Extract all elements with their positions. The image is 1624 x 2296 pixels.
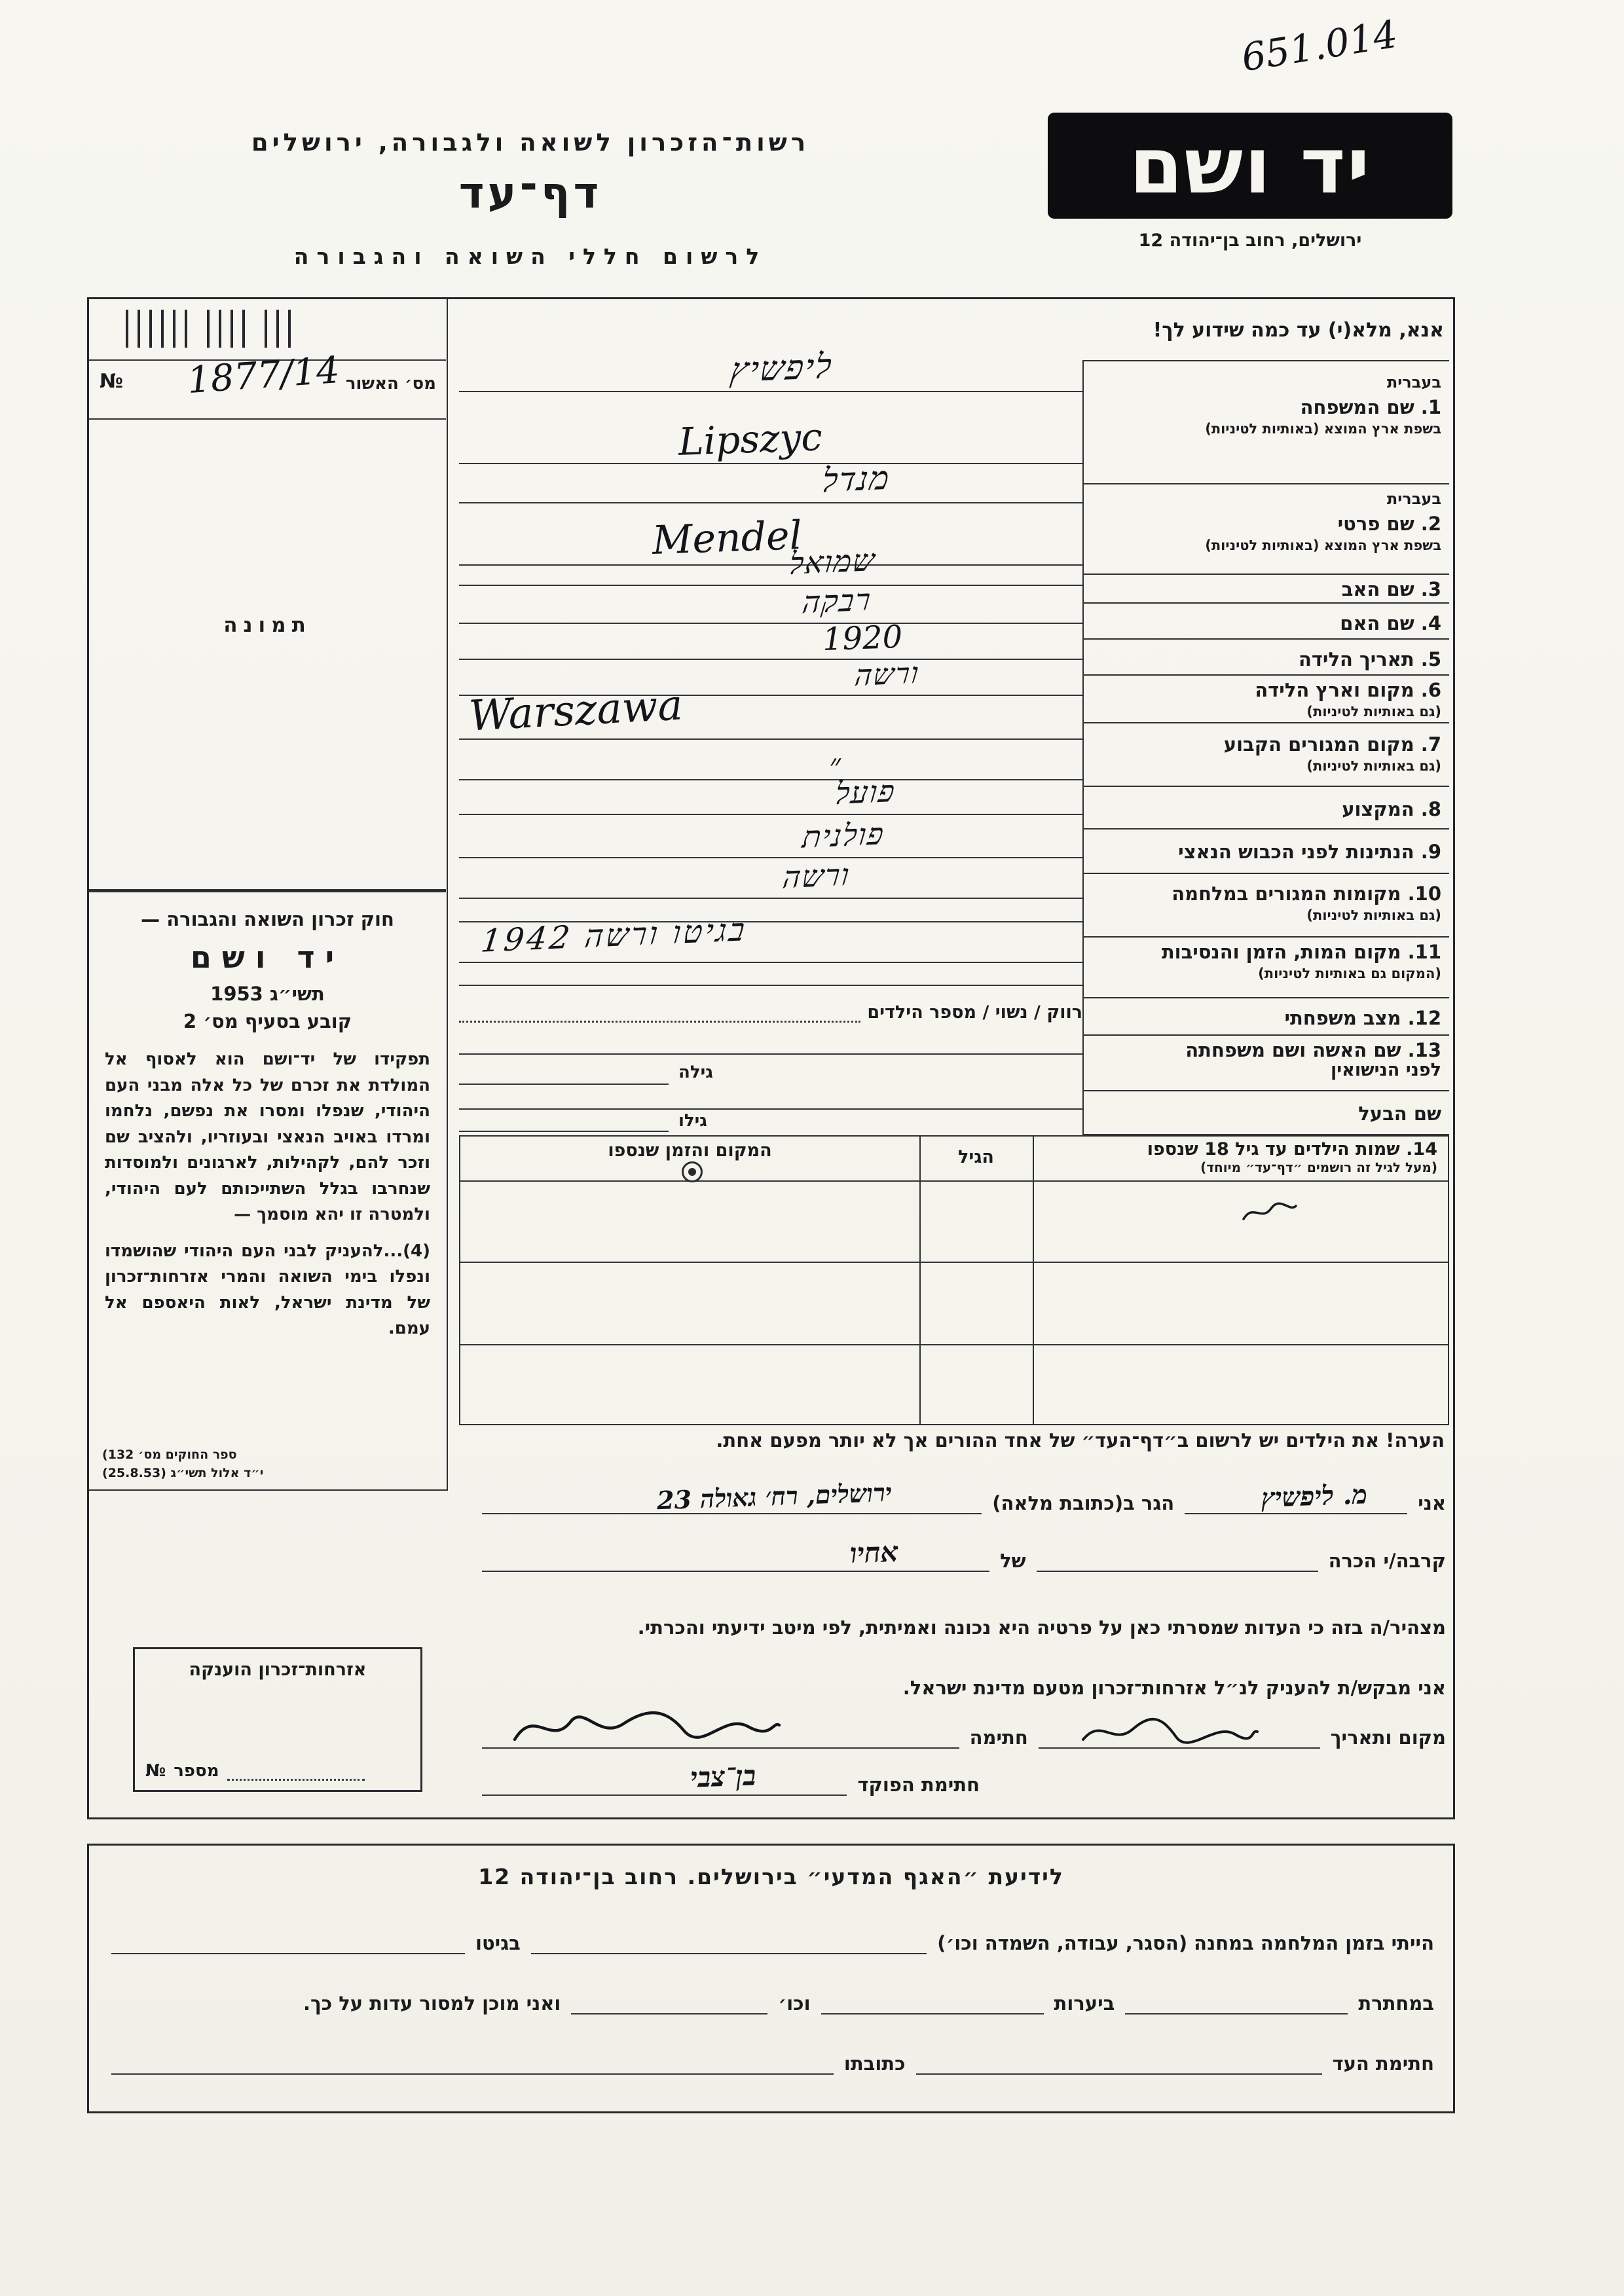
answer-line-citizenship <box>459 857 1082 858</box>
declaration-statement-2: אני מבקש/ת להעניק לנ״ל אזרחות־זכרון מטעם מדינת ישראל. <box>902 1677 1446 1699</box>
address-label: הגר ב(כתובת מלאה) <box>992 1492 1175 1514</box>
field-label: 11. מקום המות, הזמן והנסיבות <box>1161 941 1441 963</box>
field-label-first-name <box>1082 484 1449 575</box>
handwriting-mother: רבקה <box>800 581 874 621</box>
witness-address-label: כתובתו <box>843 2052 906 2075</box>
signature-label: חתימה <box>969 1726 1028 1749</box>
of-label: של <box>1000 1550 1026 1572</box>
law-name: יד ושם <box>190 939 345 975</box>
field-sublabel: (המקום גם באותיות לטיניות) <box>1258 966 1441 982</box>
handwriting-relation: אחיו <box>849 1535 899 1570</box>
law-year: תשי״ג 1953 <box>210 983 325 1005</box>
witness-signature <box>508 1702 783 1753</box>
field-label: 9. הנתינות לפני הכבוש הנאצי <box>1178 841 1441 863</box>
field-sublabel: (גם באותיות לטיניות) <box>1306 704 1441 720</box>
handwriting-declarant-name: מ. ליפשיץ <box>1261 1479 1368 1514</box>
citizenship-number-row <box>145 1761 365 1781</box>
handwriting-birthplace-lat: Warszawa <box>468 681 684 741</box>
answer-line-war-residence-1 <box>459 898 1082 899</box>
answer-line-profession <box>459 814 1082 815</box>
field-label: 13. שם האשה ושם משפחתה <box>1185 1039 1441 1061</box>
answer-line-first-he <box>459 502 1082 503</box>
handwriting-father: שמואל <box>787 542 878 581</box>
clerk-signature-line <box>482 1759 847 1796</box>
handwriting-family-lat: Lipszyc <box>677 414 823 464</box>
underground-label: במחתרת <box>1358 1992 1434 2014</box>
handwriting-profession: פועל <box>833 773 898 811</box>
field-label-citizenship <box>1082 829 1449 874</box>
field-label: 1. שם המשפחה <box>1300 396 1441 418</box>
wife-age-label: גילה <box>678 1063 713 1082</box>
stamp-mark <box>682 1161 703 1182</box>
relation-label: קרבה/י הכרה <box>1328 1550 1446 1572</box>
logo-address: ירושלים, רחוב בן־יהודה 12 <box>1138 230 1362 251</box>
husband-age-label: גילו <box>678 1111 707 1131</box>
declaration-row-identity <box>482 1477 1446 1516</box>
witness-address-line <box>111 2047 834 2075</box>
field-sublabel: (גם באותיות לטיניות) <box>1306 907 1441 924</box>
field-sublabel: בשפת ארץ המוצא (באותיות לטיניות) <box>1205 421 1441 437</box>
approval-number-handwritten: 1877/14 <box>186 348 341 403</box>
declaration-statement-1: מצהיר/ה בזה כי העדות שמסרתי כאן על פרטיה היא נכונה ואמיתית, לפי מיטב ידיעתי והכרתי. <box>637 1616 1446 1639</box>
field-label: 12. מצב משפחתי <box>1284 1007 1441 1029</box>
law-text-box <box>89 889 446 1491</box>
children-note: הערה! את הילדים יש לרשום ב״דף־העד״ של אחד ההורים אך לא יותר מפעם אחת. <box>716 1429 1445 1451</box>
bottom-row-3 <box>111 2043 1434 2075</box>
citizenship-box-title: אזרחות־זכרון הוענקה <box>189 1660 367 1680</box>
clerk-signature-row <box>482 1759 980 1796</box>
answer-line-father <box>459 585 1082 586</box>
field-label: 7. מקום המגורים הקבוע <box>1223 733 1441 756</box>
field-label-family-name <box>1082 360 1449 484</box>
witness-signature-line <box>916 2047 1322 2075</box>
field-label: 3. שם האב <box>1341 578 1441 600</box>
table-hline <box>460 1262 1448 1263</box>
declaration-row-relation <box>482 1535 1446 1572</box>
yad-vashem-logo <box>1048 113 1452 219</box>
answer-line-death-1 <box>459 962 1082 963</box>
clerk-signature-label: חתימת הפוקד <box>857 1774 980 1796</box>
place-date-signature <box>1078 1712 1261 1750</box>
law-title: חוק זכרון השואה והגבורה — <box>141 908 394 930</box>
bottom-row-2 <box>111 1983 1434 2014</box>
authority-header: רשות־הזכרון לשואה ולגבורה, ירושלים <box>251 128 810 156</box>
field-label-wartime-residence <box>1082 874 1449 938</box>
children-label: 14. שמות הילדים עד גיל 18 שנספו <box>1147 1139 1437 1159</box>
field-label-husband-name <box>1082 1091 1449 1135</box>
field-label: 4. שם האם <box>1340 612 1441 634</box>
field-label-mother-name <box>1082 604 1449 640</box>
answer-line-mother <box>459 623 1082 624</box>
scientific-department-box <box>87 1844 1455 2113</box>
photo-placeholder-label: תמונה <box>223 613 312 637</box>
field-label: 8. המקצוע <box>1342 798 1441 820</box>
field-label-death-place <box>1082 938 1449 998</box>
answer-line-husband-age <box>459 1131 669 1132</box>
table-hline <box>460 1344 1448 1345</box>
field-label: 10. מקומות המגורים במלחמה <box>1172 883 1441 905</box>
etc-label: וכו׳ <box>778 1992 811 2014</box>
tally-group <box>207 310 245 348</box>
handwriting-clerk-name: בן־צבי <box>689 1759 756 1794</box>
left-column <box>89 299 448 1491</box>
children-sublabel: (מעל לגיל זה רושמים ״דף־עד״ מיוחד) <box>1200 1159 1437 1175</box>
ghetto-label: בגיטו <box>475 1932 521 1954</box>
field-label-birth-place <box>1082 676 1449 723</box>
answer-line-first-lat <box>459 564 1082 566</box>
table-vline <box>1033 1137 1034 1424</box>
divider <box>89 418 446 420</box>
field-label-father-name <box>1082 575 1449 604</box>
field-label: שם הבעל <box>1358 1102 1441 1125</box>
declarant-name-line <box>1185 1479 1407 1514</box>
tally-group <box>126 310 187 348</box>
marital-status-row <box>459 1002 1082 1023</box>
children-place-header: המקום והזמן שנספו <box>608 1140 772 1161</box>
answer-line-residence-1 <box>459 738 1082 740</box>
field-label-marital-status <box>1082 998 1449 1036</box>
approval-label: מס׳ האשור <box>345 374 436 393</box>
field-label: 2. שם פרטי <box>1337 513 1441 535</box>
place-date-line <box>1039 1715 1320 1749</box>
handwritten-ref-number: 651.014 <box>1238 11 1401 81</box>
logo-text: יד ושם <box>1129 120 1371 211</box>
marital-dotted-line <box>459 1021 860 1023</box>
forests-label: ביערות <box>1054 1992 1115 2014</box>
declarant-address-line <box>482 1477 982 1516</box>
main-form-box <box>87 297 1455 1819</box>
field-pre-hebrew: בעברית <box>1386 373 1441 392</box>
law-body-1: תפקידו של יד־ושם הוא לאסוף אל המולדת את זכרם של כל אלה מבני העם היהודי, שנפלו ומסרו את נפשם, נלחמו ומרדו באויב הנאצי ובעוזריו, ולהציב שם וזכר להם, לקהילות, לארגונים ולמוסדות שנחרבו בגלל השתייכותם לעם היהודי, ולמטרה זו יהא מוסמך — <box>105 1049 430 1225</box>
handwriting-first-he: מנדל <box>820 458 893 500</box>
handwriting-war-residence: ורשה <box>781 856 853 896</box>
etc-line <box>571 1987 767 2014</box>
handwriting-mark <box>1240 1199 1299 1226</box>
relation-line <box>1037 1544 1318 1572</box>
field-label-2: לפני הנישואין <box>1330 1060 1441 1081</box>
children-age-header: הגיל <box>958 1147 994 1167</box>
page-title: דף־עד <box>458 168 602 218</box>
field-label-wife-name <box>1082 1036 1449 1091</box>
ghetto-line <box>111 1927 465 1954</box>
table-vline <box>919 1137 921 1424</box>
fill-instruction: אנא, מלא(י) עד כמה שידוע לך! <box>1153 319 1444 342</box>
answer-line-family-lat <box>459 463 1082 464</box>
camp-label: הייתי בזמן המלחמה במחנה (הסגר, עבודה, השמדה וכו׳) <box>937 1932 1434 1954</box>
handwriting-declarant-address: ירושלים, רח׳ גאולה 23 <box>656 1477 893 1516</box>
marital-options: רווק / נשוי / מספר הילדים <box>867 1002 1082 1023</box>
children-names-header <box>1033 1139 1444 1175</box>
handwriting-first-lat: Mendel <box>651 513 803 564</box>
answer-line-birth-date <box>459 659 1082 660</box>
signature-line <box>482 1715 959 1749</box>
field-label: 5. תאריך הלידה <box>1298 648 1441 670</box>
field-label-birth-date <box>1082 640 1449 676</box>
i-label: אני <box>1418 1492 1446 1514</box>
answer-line-husband-name <box>459 1108 1082 1110</box>
underground-line <box>1125 1987 1348 2014</box>
willing-to-testify-label: ואני מוכן למסור עדות על כך. <box>303 1992 561 2014</box>
witness-signature-label: חתימת העד <box>1332 2052 1434 2075</box>
signature-row <box>482 1715 1446 1749</box>
field-label-permanent-residence <box>1082 723 1449 787</box>
field-label: 6. מקום וארץ הלידה <box>1255 679 1441 701</box>
field-label-profession <box>1082 787 1449 829</box>
tally-group <box>265 310 291 348</box>
table-hline <box>460 1180 1448 1182</box>
approval-no-sign: № <box>100 370 124 393</box>
forests-line <box>821 1987 1044 2014</box>
bottom-row-1 <box>111 1923 1434 1954</box>
handwriting-death: בגיטו ורשה 1942 <box>479 911 749 960</box>
answer-line-wife-age <box>459 1084 669 1085</box>
handwriting-birth-year: 1920 <box>822 618 904 659</box>
children-table <box>459 1135 1449 1425</box>
relation-of-line <box>482 1535 989 1572</box>
citizenship-number-label: מספר <box>174 1761 219 1781</box>
camp-line <box>531 1927 927 1954</box>
answer-line-residence-2 <box>459 779 1082 780</box>
tally-marks <box>106 310 291 348</box>
law-footnote-2: י״ד אלול תשי״ג (25.8.53) <box>102 1466 264 1480</box>
answer-line-death-2 <box>459 985 1082 986</box>
answer-line-wife-name <box>459 1053 1082 1055</box>
citizenship-no-sign: № <box>145 1761 166 1781</box>
field-sublabel: בשפת ארץ המוצא (באותיות לטיניות) <box>1205 538 1441 554</box>
answer-line-family-he <box>459 391 1082 392</box>
field-pre-hebrew: בעברית <box>1386 490 1441 508</box>
handwriting-birthplace-he: ורשה <box>853 656 922 693</box>
citizenship-number-line <box>227 1779 365 1781</box>
handwriting-family-he: ליפשיץ <box>728 346 835 391</box>
handwriting-citizenship: פולנית <box>800 816 887 855</box>
law-body-2: (4)...להעניק לבני העם היהודי שהושמדו ונפלו בימי השואה והמרי אזרחות־זכרון של מדינת ישראל, לאות היאספם אל עמם. <box>105 1241 430 1339</box>
law-footnote-1: (ספר החוקים מס׳ 132 <box>102 1448 237 1462</box>
page-subtitle: לרשום חללי השואה והגבורה <box>293 244 767 269</box>
field-sublabel: (גם באותיות לטיניות) <box>1306 758 1441 774</box>
place-date-label: מקום ותאריך <box>1330 1726 1446 1749</box>
handwriting-residence-ditto: ״ <box>828 746 842 784</box>
law-section: קובע בסעיף מס׳ 2 <box>183 1010 352 1032</box>
bottom-box-title: לידיעת ״האגף המדעי״ בירושלים. רחוב בן־יהודה 12 <box>478 1864 1064 1889</box>
citizenship-granted-box <box>133 1647 422 1792</box>
